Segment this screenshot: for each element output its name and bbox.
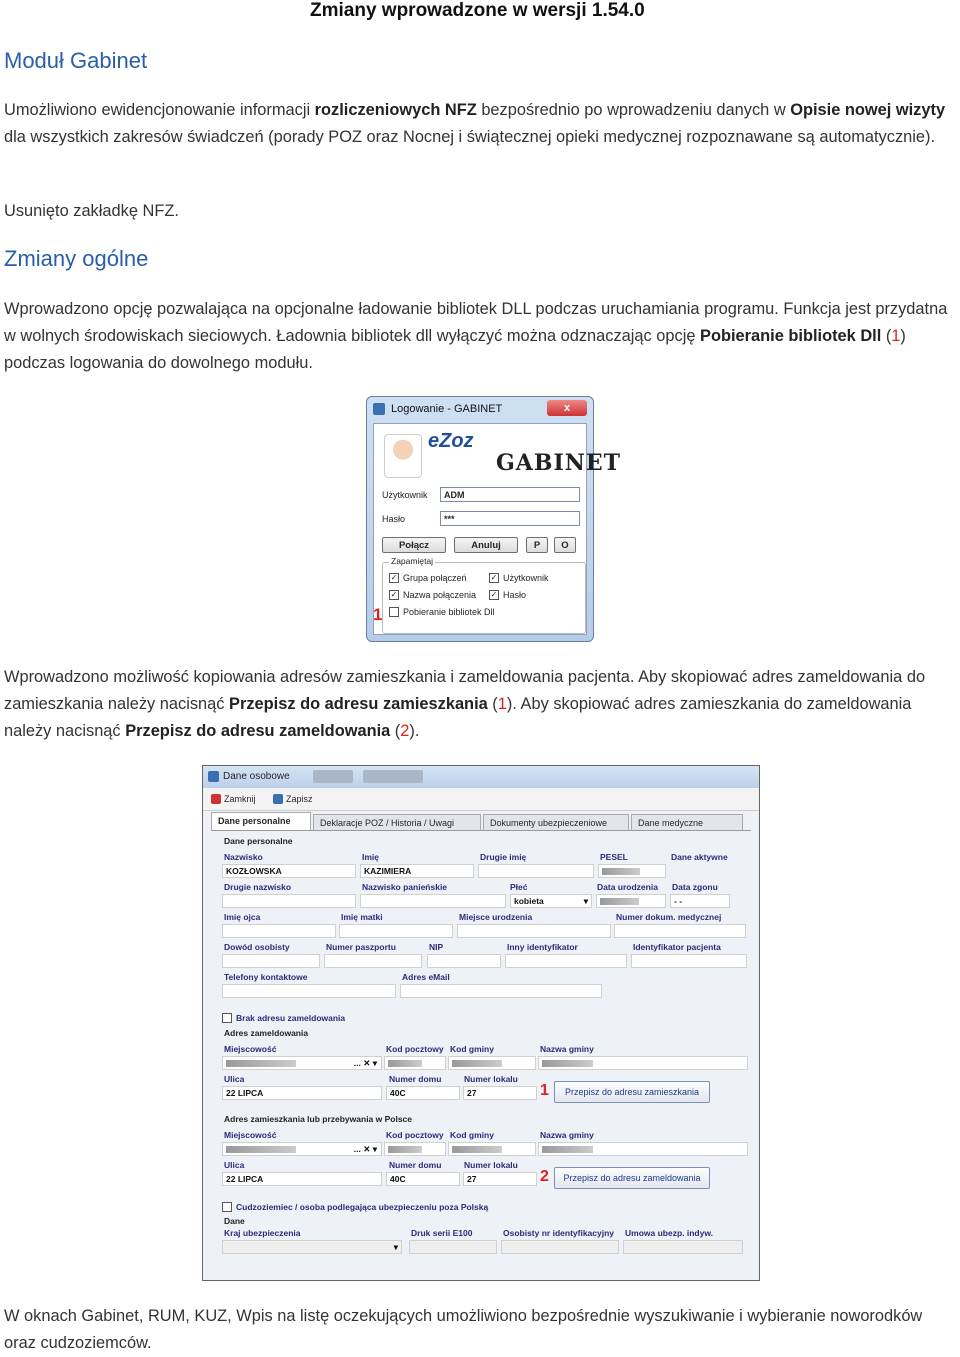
blurred-tab xyxy=(363,770,423,783)
section-personal: Dane personalne xyxy=(224,836,293,846)
password-checkbox[interactable] xyxy=(489,590,526,600)
street-field[interactable]: 22 LIPCA xyxy=(222,1086,382,1100)
label-other-id: Inny identyfikator xyxy=(507,942,578,952)
pesel-field[interactable] xyxy=(598,864,666,878)
foreigner-checkbox[interactable] xyxy=(222,1202,488,1212)
commune-name-field[interactable] xyxy=(538,1142,748,1156)
save-icon xyxy=(273,794,283,804)
tab-personal[interactable]: Dane personalne xyxy=(211,812,311,830)
text: ( xyxy=(390,722,401,740)
group-checkbox[interactable] xyxy=(389,573,467,583)
e100-field[interactable] xyxy=(409,1240,497,1254)
label-active: Dane aktywne xyxy=(671,852,728,862)
bold-text: Przepisz do adresu zamieszkania xyxy=(229,695,488,713)
name-field[interactable]: KAZIMIERA xyxy=(360,864,474,878)
checkbox-icon xyxy=(222,1202,232,1212)
other-id-field[interactable] xyxy=(505,954,627,968)
clear-icon: ✕ xyxy=(363,1058,371,1068)
email-field[interactable] xyxy=(400,984,602,998)
remember-label: Zapamiętaj xyxy=(391,556,434,566)
doc-number-field[interactable] xyxy=(614,924,746,938)
clear-icon: ✕ xyxy=(363,1144,371,1154)
blurred-value xyxy=(452,1060,502,1067)
label-street: Ulica xyxy=(224,1160,245,1170)
checkbox-label: Brak adresu zameldowania xyxy=(236,1013,346,1023)
label-city: Miejscowość xyxy=(224,1130,277,1140)
label-patient-id: Identyfikator pacjenta xyxy=(633,942,721,952)
checkbox-label: Nazwa połączenia xyxy=(403,590,477,600)
label-commune-name: Nazwa gminy xyxy=(540,1044,594,1054)
maiden-name-field[interactable] xyxy=(360,894,506,908)
label-name: Imię xyxy=(362,852,380,862)
dane-toolbar xyxy=(203,788,759,811)
checkbox-label: Cudzoziemiec / osoba podlegająca ubezpieczeniu poza Polską xyxy=(236,1202,489,1212)
text: Umożliwiono ewidencjonowanie informacji xyxy=(4,101,315,119)
marker-ref: 1 xyxy=(497,695,507,713)
checkbox-icon: ✓ xyxy=(490,590,498,599)
chevron-down-icon: ▾ xyxy=(372,1058,377,1068)
blurred-value xyxy=(542,1146,593,1153)
label-commune-code: Kod gminy xyxy=(450,1130,494,1140)
dots-icon: ... xyxy=(353,1144,361,1154)
page-header: Zmiany wprowadzone w wersji 1.54.0 xyxy=(310,0,645,21)
label-id-card: Dowód osobisty xyxy=(224,942,290,952)
phones-field[interactable] xyxy=(222,984,396,998)
checkbox-icon xyxy=(389,607,399,617)
label-e100: Druk serii E100 xyxy=(411,1228,473,1238)
close-icon xyxy=(211,794,221,804)
blurred-value xyxy=(388,1060,422,1067)
commune-code-field[interactable] xyxy=(448,1142,536,1156)
checkbox-icon: ✓ xyxy=(490,573,498,582)
copy-to-residence-button[interactable]: Przepisz do adresu zamieszkania xyxy=(554,1081,710,1103)
blurred-value xyxy=(226,1146,296,1153)
checkbox-icon: ✓ xyxy=(390,590,398,599)
checkbox-label: Hasło xyxy=(503,590,527,600)
label-house: Numer domu xyxy=(389,1160,442,1170)
house-field[interactable]: 40C xyxy=(386,1086,460,1100)
user-checkbox[interactable] xyxy=(489,573,549,583)
passport-field[interactable] xyxy=(324,954,422,968)
module-logo: GABINET xyxy=(496,450,621,476)
password-field[interactable]: *** xyxy=(440,511,580,526)
paragraph-removed-tab: Usunięto zakładkę NFZ. xyxy=(4,202,179,220)
mother-field[interactable] xyxy=(339,924,453,938)
marker-1: 1 xyxy=(373,605,383,624)
login-window xyxy=(366,396,621,642)
doctor-icon xyxy=(384,434,422,478)
label-contract: Umowa ubezp. indyw. xyxy=(625,1228,713,1238)
blurred-value xyxy=(600,898,639,905)
personal-id-field[interactable] xyxy=(501,1240,619,1254)
ezoz-logo: eZoz xyxy=(428,430,474,452)
chevron-down-icon: ▾ xyxy=(393,1242,398,1252)
bold-text: Pobieranie bibliotek Dll xyxy=(700,327,882,345)
flat-field[interactable]: 27 xyxy=(463,1086,537,1100)
second-surname-field[interactable] xyxy=(222,894,356,908)
flat-field[interactable]: 27 xyxy=(463,1172,537,1186)
dane-titlebar xyxy=(203,766,759,788)
label-flat: Numer lokalu xyxy=(464,1074,518,1084)
checkbox-label: Użytkownik xyxy=(503,573,549,583)
blurred-value xyxy=(226,1060,296,1067)
text: ( xyxy=(881,327,892,345)
personal-data-window xyxy=(202,765,760,1281)
blurred-value xyxy=(542,1060,593,1067)
checkbox-label: Grupa połączeń xyxy=(403,573,467,583)
paragraph-address-copy xyxy=(4,664,958,745)
logo-area xyxy=(378,428,621,484)
nip-field[interactable] xyxy=(427,954,501,968)
text: ). xyxy=(409,722,420,740)
label-second-surname: Drugie nazwisko xyxy=(224,882,292,892)
house-field[interactable]: 40C xyxy=(386,1172,460,1186)
label-postcode: Kod pocztowy xyxy=(386,1044,444,1054)
label-pesel: PESEL xyxy=(600,852,628,862)
city-field[interactable] xyxy=(222,1056,382,1070)
label-doc-number: Numer dokum. medycznej xyxy=(616,912,722,922)
label-phones: Telefony kontaktowe xyxy=(224,972,308,982)
postcode-field[interactable] xyxy=(384,1056,446,1070)
text: ). Aby skopiować adres zamieszkania do zameldowania należy nacisnąć xyxy=(4,695,912,740)
bold-text: Opisie nowej wizyty xyxy=(790,101,946,119)
chevron-down-icon: ▾ xyxy=(583,896,588,906)
text: ( xyxy=(487,695,498,713)
section-residence-address: Adres zamieszkania lub przebywania w Polsce xyxy=(224,1114,413,1124)
label-maiden-name: Nazwisko panieńskie xyxy=(362,882,448,892)
no-registration-checkbox[interactable] xyxy=(222,1013,345,1023)
lookup-controls[interactable] xyxy=(354,1057,377,1070)
street-field[interactable]: 22 LIPCA xyxy=(222,1172,382,1186)
blurred-tab xyxy=(313,770,353,783)
label-surname: Nazwisko xyxy=(224,852,263,862)
text: dla wszystkich zakresów świadczeń (porady POZ oraz Nocnej i świątecznej opieki medycznej rozpoznawane są automatycznie). xyxy=(4,128,936,146)
close-button[interactable]: x xyxy=(547,400,587,416)
label-mother: Imię matki xyxy=(341,912,383,922)
label-commune-code: Kod gminy xyxy=(450,1044,494,1054)
marker-ref: 2 xyxy=(400,722,410,740)
label-birth-date: Data urodzenia xyxy=(597,882,658,892)
label-birthplace: Miejsce urodzenia xyxy=(459,912,533,922)
country-select[interactable] xyxy=(222,1240,402,1254)
remember-group xyxy=(382,556,586,634)
birth-date-field[interactable] xyxy=(596,894,666,908)
paragraph-dll xyxy=(4,296,958,377)
label-personal-id: Osobisty nr identyfikacyjny xyxy=(503,1228,615,1238)
marker-1: 1 xyxy=(540,1082,549,1099)
label-flat: Numer lokalu xyxy=(464,1160,518,1170)
copy-to-registration-button[interactable]: Przepisz do adresu zameldowania xyxy=(554,1167,710,1189)
label-city: Miejscowość xyxy=(224,1044,277,1054)
dll-checkbox[interactable] xyxy=(389,607,495,617)
surname-field[interactable]: KOZŁOWSKA xyxy=(222,864,356,878)
section-data: Dane xyxy=(224,1216,245,1226)
app-icon xyxy=(208,771,219,782)
label-email: Adres eMail xyxy=(402,972,450,982)
label-father: Imię ojca xyxy=(224,912,261,922)
bold-text: Przepisz do adresu zameldowania xyxy=(125,722,391,740)
label-country: Kraj ubezpieczenia xyxy=(224,1228,301,1238)
label-street: Ulica xyxy=(224,1074,245,1084)
label-house: Numer domu xyxy=(389,1074,442,1084)
checkbox-label: Pobieranie bibliotek Dll xyxy=(403,607,495,617)
user-label: Użytkownik xyxy=(382,490,428,500)
button-label: Zapisz xyxy=(286,794,313,804)
text: Wprowadzono możliwość kopiowania adresów zamieszkania i zameldowania pacjenta. Aby skopiować adres zameldowania do zamieszkania należy nacisnąć xyxy=(4,668,926,713)
tab-insurance-docs[interactable]: Dokumenty ubezpieczeniowe xyxy=(483,814,629,830)
father-field[interactable] xyxy=(222,924,336,938)
death-date-field[interactable]: - - xyxy=(670,894,730,908)
app-icon xyxy=(373,403,385,415)
tab-declarations[interactable]: Deklaracje POZ / Historia / Uwagi xyxy=(313,814,481,830)
password-label: Hasło xyxy=(382,514,406,524)
paragraph-nfz xyxy=(4,97,958,151)
save-button[interactable] xyxy=(273,791,313,807)
checkbox-icon: ✓ xyxy=(390,573,398,582)
label-second-name: Drugie imię xyxy=(480,852,527,862)
bold-text: rozliczeniowych NFZ xyxy=(314,101,477,119)
section-heading-general: Zmiany ogólne xyxy=(4,246,149,271)
text: Wprowadzono opcję pozwalająca na opcjonalne ładowanie bibliotek DLL podczas uruchamiania programu. Funkcja jest przydatna w wolnych środowiskach sieciowych. Ładownia bibliotek dll wyłączyć można odznaczając opcję xyxy=(4,300,948,345)
dots-icon: ... xyxy=(353,1058,361,1068)
label-commune-name: Nazwa gminy xyxy=(540,1130,594,1140)
blurred-value xyxy=(602,868,640,875)
text: bezpośrednio po wprowadzeniu danych w xyxy=(476,101,791,119)
contract-field[interactable] xyxy=(623,1240,743,1254)
dane-title: Dane osobowe xyxy=(223,771,290,782)
lookup-controls[interactable] xyxy=(354,1143,377,1156)
paragraph-newborns: W oknach Gabinet, RUM, KUZ, Wpis na listę oczekujących umożliwiono bezpośrednie wyszukiwanie i wybieranie noworodków oraz cudzoziemców. xyxy=(4,1307,923,1352)
chevron-down-icon: ▾ xyxy=(372,1144,377,1154)
connect-button[interactable]: Połącz xyxy=(382,537,446,553)
id-card-field[interactable] xyxy=(222,954,320,968)
label-postcode: Kod pocztowy xyxy=(386,1130,444,1140)
blurred-value xyxy=(388,1146,422,1153)
label-nip: NIP xyxy=(429,942,444,952)
label-passport: Numer paszportu xyxy=(326,942,396,952)
o-button[interactable]: O xyxy=(554,537,576,553)
birthplace-field[interactable] xyxy=(457,924,611,938)
checkbox-icon xyxy=(222,1013,232,1023)
user-field[interactable]: ADM xyxy=(440,487,580,502)
city-field[interactable] xyxy=(222,1142,382,1156)
tab-medical[interactable]: Dane medyczne xyxy=(631,814,743,830)
connection-checkbox[interactable] xyxy=(389,590,476,600)
blurred-value xyxy=(452,1146,502,1153)
close-window-button[interactable] xyxy=(211,791,256,807)
dane-tabs xyxy=(211,812,751,831)
commune-name-field[interactable] xyxy=(538,1056,748,1070)
section-registration-address: Adres zameldowania xyxy=(224,1028,309,1038)
button-label: Zamknij xyxy=(224,794,256,804)
sex-value: kobieta xyxy=(514,896,544,906)
postcode-field[interactable] xyxy=(384,1142,446,1156)
login-title: Logowanie - GABINET xyxy=(391,403,503,415)
section-heading-gabinet: Moduł Gabinet xyxy=(4,48,148,73)
marker-2: 2 xyxy=(540,1168,549,1185)
label-death-date: Data zgonu xyxy=(672,882,718,892)
second-name-field[interactable] xyxy=(478,864,594,878)
text: ) podczas logowania do dowolnego modułu. xyxy=(4,327,906,372)
commune-code-field[interactable] xyxy=(448,1056,536,1070)
label-sex: Płeć xyxy=(510,882,528,892)
login-titlebar xyxy=(367,397,593,421)
p-button[interactable]: P xyxy=(526,537,548,553)
cancel-button[interactable]: Anuluj xyxy=(454,537,518,553)
marker-ref: 1 xyxy=(891,327,901,345)
login-client xyxy=(373,423,621,635)
patient-id-field[interactable] xyxy=(631,954,747,968)
sex-select[interactable] xyxy=(510,894,592,908)
